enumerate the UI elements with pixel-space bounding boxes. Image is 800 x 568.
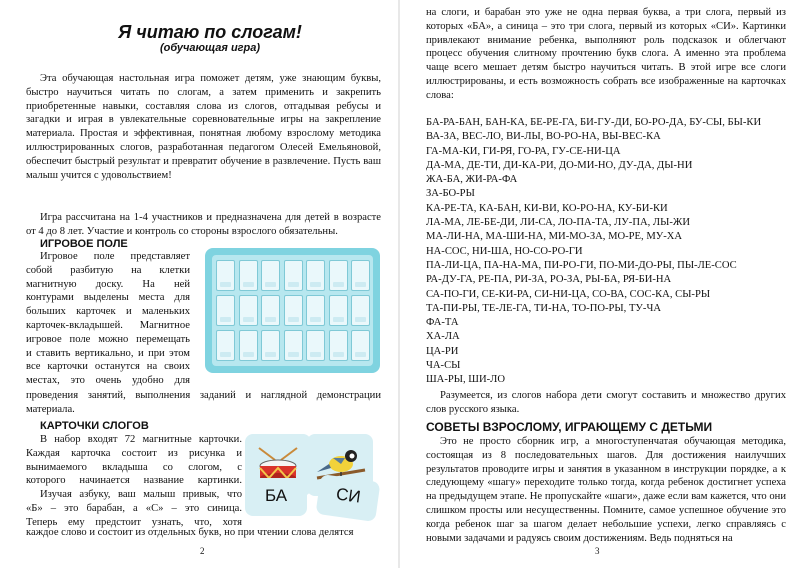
page-number: 2	[200, 546, 205, 556]
board-slot	[351, 330, 370, 361]
page-number: 3	[595, 546, 600, 556]
text-line: карточек-вкладышей. Магнитное	[26, 319, 190, 331]
syllable-line: ФА-ТА	[426, 317, 459, 329]
after-list-paragraph: Разумеется, из слогов набора дети смогут составить и множество других слов русского языка.	[426, 390, 786, 415]
text-line: В набор входят 72 магнитные карточки.	[40, 434, 242, 445]
board-slot	[306, 260, 325, 291]
syllable-line: БА-РА-БАН, БАН-КА, БЕ-РЕ-ГА, БИ-ГУ-ДИ, БО-РО-ДА, БУ-СЫ, БЫ-КИ	[426, 117, 762, 128]
right-page	[400, 0, 800, 568]
text-line: и ставить вертикально, и при этом	[26, 347, 190, 359]
board-slot	[329, 295, 348, 326]
section-heading-cards: КАРТОЧКИ СЛОГОВ	[40, 420, 149, 432]
syllable-si: СИ	[334, 484, 362, 507]
syllable-line: РА-ДУ-ГА, РЕ-ПА, РИ-ЗА, РО-ЗА, РЫ-БА, РЯ-БИ-НА	[426, 274, 672, 286]
board-slot	[216, 330, 235, 361]
cards-description-tail: каждое слово и состоит из отдельных букв, но при чтении слова делятся	[26, 527, 354, 538]
board-slot	[306, 295, 325, 326]
text-line: собой разбитую на клетки	[26, 264, 190, 276]
syllable-insert-si	[316, 474, 381, 522]
continued-paragraph: на слоги, и барабан это уже не одна первая буква, а три слога, первый из которых «БА», а синица – это три слога, первый из которых «СИ». Картинки привлекают внимание ребенка, выполняют роль подсказок и облегчают процесс обучения слитному прочтению букв слога. А именно эта проблема чаще всего мешает детям быстро научиться читать. В этой игре все слоги иллюстрированы, и есть возможность собрать все изображенные на карточках слова:	[426, 7, 786, 101]
text-line: «Б» – это барабан, а «С» – это синица.	[26, 502, 242, 514]
board-slot	[306, 330, 325, 361]
syllable-line: ПА-ЛИ-ЦА, ПА-НА-МА, ПИ-РО-ГИ, ПО-МИ-ДО-РЫ, ПЫ-ЛЕ-СОС	[426, 259, 737, 271]
text-line: все карточки останутся на своих	[26, 361, 190, 373]
text-line: Игровое поле представляет	[40, 251, 190, 262]
board-slot	[351, 295, 370, 326]
syllable-line: ША-РЫ, ШИ-ЛО	[426, 374, 505, 386]
text-line: местах, это очень удобно для	[26, 375, 190, 387]
board-slot	[351, 260, 370, 291]
board-slot	[261, 260, 280, 291]
text-line: Каждая карточка состоит из рисунка и	[26, 447, 242, 459]
syllable-line: ЖА-БА, ЖИ-РА-ФА	[426, 174, 518, 186]
board-slot	[329, 260, 348, 291]
syllable-line: НА-СОС, НИ-ША, НО-СО-РО-ГИ	[426, 245, 583, 257]
syllable-line: ВА-ЗА, ВЕС-ЛО, ВИ-ЛЫ, ВО-РО-НА, ВЫ-ВЕС-КА	[426, 131, 661, 143]
board-slot	[239, 295, 258, 326]
text-line: больших карточек и маленьких	[26, 306, 190, 318]
text-line: Изучая азбуку, ваш малыш привык, что	[40, 489, 242, 501]
section-heading-tips: СОВЕТЫ ВЗРОСЛОМУ, ИГРАЮЩЕМУ С ДЕТЬМИ	[426, 420, 713, 434]
syllable-line: ЧА-СЫ	[426, 360, 461, 372]
intro-paragraph-2: Игра рассчитана на 1-4 участников и предназначена для детей в возрасте от 4 до 8 лет. Участие и контроль со стороны взрослого обязательны.	[26, 212, 381, 237]
text-line: вынимаемого вкладыша со слогом, с	[26, 461, 242, 473]
syllable-line: ЛА-МА, ЛЕ-БЕ-ДИ, ЛИ-СА, ЛО-ПА-ТА, ЛУ-ПА, ЛЫ-ЖИ	[426, 217, 691, 229]
tips-paragraph: Это не просто сборник игр, а многоступенчатая обучающая методика, состоящая из 8 последовательных шагов. Для достижения наилучших результатов проводите игры и занятия в указанном в инструкции порядке, а к следующему «шагу» переходите только тогда, когда ребенок достигнет успеха на предыдущем этапе. Не пропускайте «шаги», даже если вам кажется, что они слишком просты или несущественны. Помните, самое успешное обучение это когда ребенок шаг за шагом делает небольшие успехи, легко справляясь с новыми задачами и радуясь своим достижениям. Ведь подняться на	[426, 436, 786, 544]
syllable-line: МА-ЛИ-НА, МА-ШИ-НА, МИ-МО-ЗА, МО-РЕ, МУ-ХА	[426, 231, 683, 243]
board-slot	[284, 330, 303, 361]
syllable-insert-ba	[245, 478, 307, 516]
section-heading-field: ИГРОВОЕ ПОЛЕ	[40, 238, 128, 250]
syllable-line: ГА-МА-КИ, ГИ-РЯ, ГО-РА, ГУ-СЕ-НИ-ЦА	[426, 145, 621, 157]
intro-paragraph-1: Эта обучающая настольная игра поможет детям, уже знающим буквы, быстро научиться читать по слогам, а затем применить и закрепить приобретенные навыки, составляя слова из слогов, отгадывая ребусы и загадки и играя в увлекательные соревновательные игры на закрепление материала. Простая и эффективная, понятная любому взрослому методика иллюстрированных слогов, разработанная педагогом Олесей Емельяновой, обеспечит быстрый результат и превратит обучение в развлечение. Пусть ваш малыш учится с удовольствием!	[26, 73, 381, 181]
syllable-line: КА-РЕ-ТА, КА-БАН, КИ-ВИ, КО-РО-НА, КУ-БИ-КИ	[426, 202, 668, 214]
cards-description	[26, 433, 242, 530]
syllable-line: ХА-ЛА	[426, 331, 460, 343]
left-page	[0, 0, 398, 568]
board-slot	[284, 260, 303, 291]
syllable-line: ДА-МА, ДЕ-ТИ, ДИ-КА-РИ, ДО-МИ-НО, ДУ-ДА, ДЫ-НИ	[426, 159, 693, 171]
syllable-line: ТА-ПИ-РЫ, ТЕ-ЛЕ-ГА, ТИ-НА, ТО-ПО-РЫ, ТУ-ЧА	[426, 302, 661, 314]
page-title: Я читаю по слогам!	[118, 22, 302, 42]
text-line: игровое поле можно перемещать	[26, 333, 190, 345]
text-line: магнитную доску. На ней	[26, 278, 190, 290]
game-board-illustration	[205, 248, 380, 373]
text-line: контурами выделены места для	[26, 292, 190, 304]
board-slot	[216, 295, 235, 326]
page-subtitle: (обучающая игра)	[159, 42, 261, 54]
syllable-line: ЦА-РИ	[426, 345, 459, 357]
board-slot	[261, 295, 280, 326]
field-description	[26, 250, 190, 388]
text-line: которого начинается название картинки.	[26, 475, 242, 487]
syllable-ba: БА	[264, 486, 288, 505]
text-line: Теперь ему предстоит узнать, что, хотя	[26, 516, 242, 528]
board-slot	[239, 330, 258, 361]
board-slot	[216, 260, 235, 291]
syllable-line: СА-ПО-ГИ, СЕ-КИ-РА, СИ-НИ-ЦА, СО-ВА, СОС-КА, СЫ-РЫ	[426, 288, 711, 300]
syllable-line: ЗА-БО-РЫ	[426, 188, 475, 200]
board-slot	[329, 330, 348, 361]
board-slot	[239, 260, 258, 291]
field-description-tail: проведения занятий, выполнения заданий и наглядной демонстрации материала.	[26, 390, 381, 415]
board-slot	[261, 330, 280, 361]
syllable-word-list	[426, 116, 786, 388]
board-slot	[284, 295, 303, 326]
